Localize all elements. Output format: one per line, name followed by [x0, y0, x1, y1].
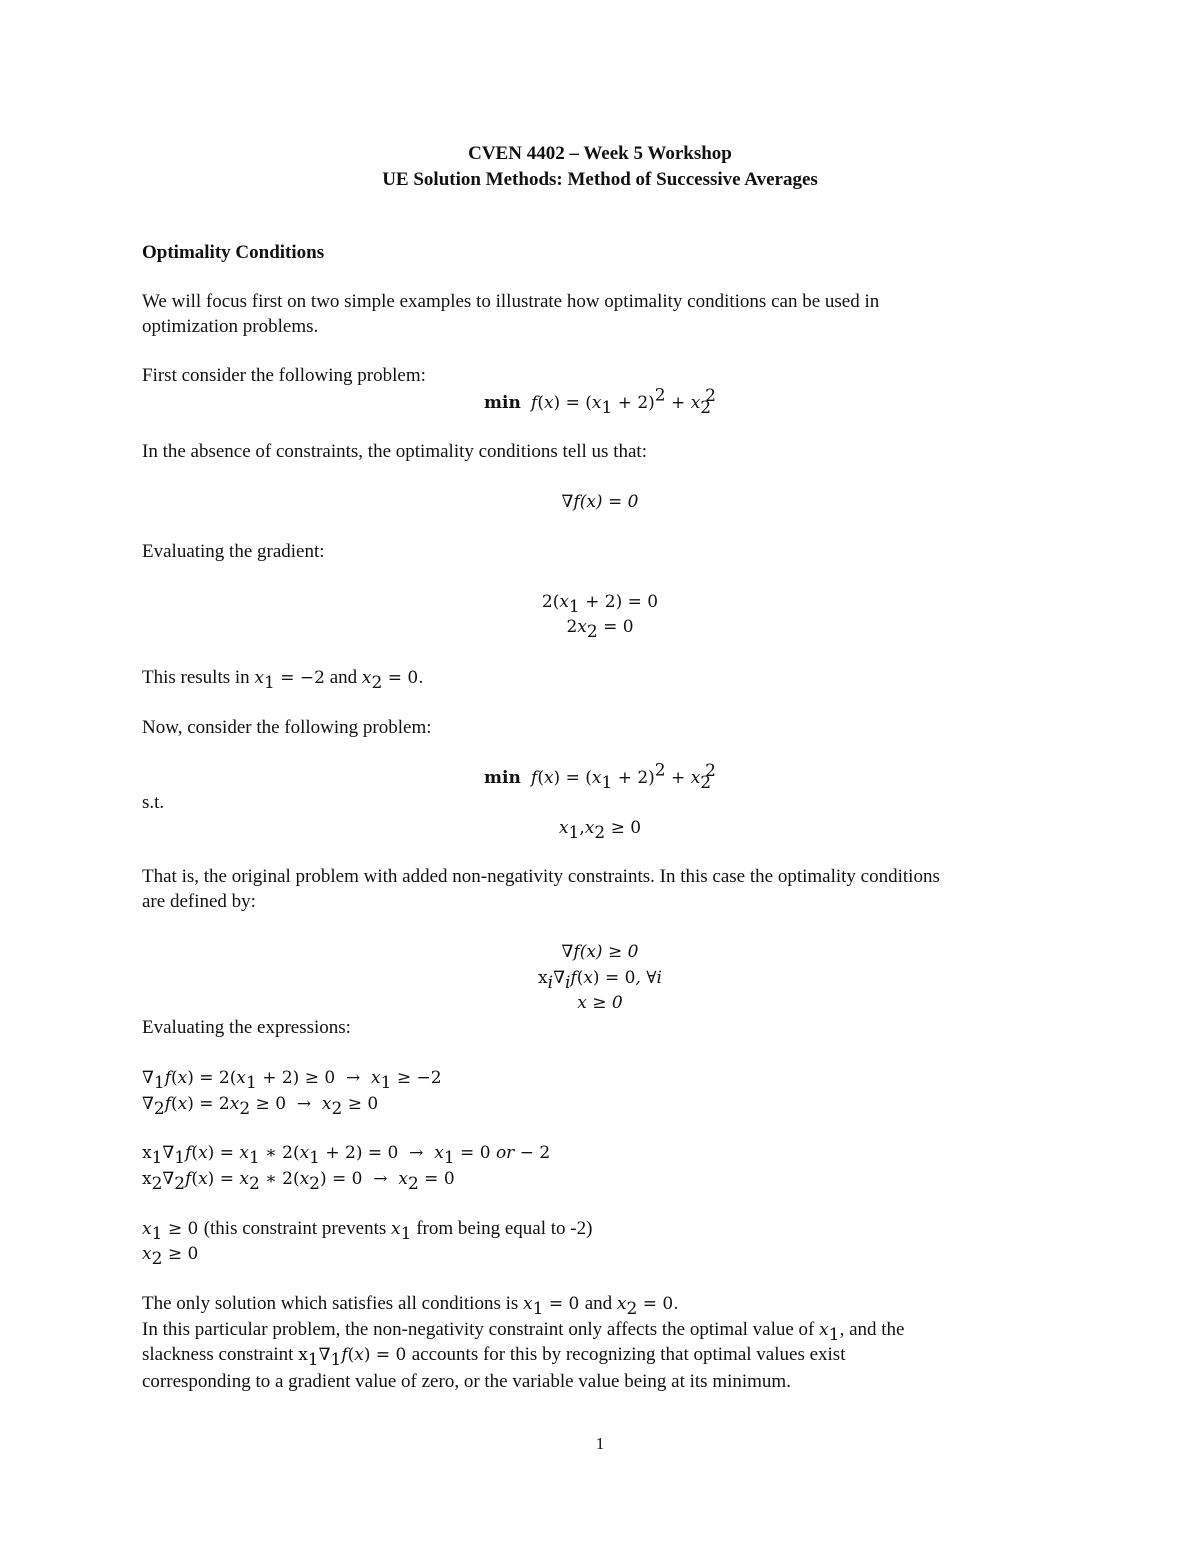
- first-consider-text: First consider the following problem:: [142, 365, 426, 386]
- document-subtitle: UE Solution Methods: Method of Successive Averages: [382, 169, 818, 190]
- eval-gradient-1: $\nabla_1f(x) = 2(x_1 + 2) \ge 0 \to x_1 \ge -2$: [142, 1068, 442, 1093]
- min-operator: min: [484, 393, 521, 413]
- x1-constraint-note: $x_1 \ge 0$ (this constraint prevents $x_1$ from being equal to -2): [142, 1218, 593, 1244]
- gradient-zero-equation: ∇f(x) = 0: [561, 492, 639, 512]
- evaluating-gradient-text: Evaluating the gradient:: [142, 541, 325, 562]
- kkt-slackness-condition: $x_i\nabla_if(x) = 0$, ∀i: [538, 968, 662, 993]
- particular-line-1: In this particular problem, the non-negativity constraint only affects the optimal value of $x_1$, and the: [142, 1319, 905, 1345]
- intro-line-2: optimization problems.: [142, 316, 319, 337]
- now-consider-text: Now, consider the following problem:: [142, 717, 432, 738]
- objective-equation-1: $\min f(x) = (x_1 + 2)^2 + x_2^2$: [484, 385, 716, 418]
- eval-gradient-2: $\nabla_2f(x) = 2x_2 \ge 0 \to x_2 \ge 0$: [142, 1094, 379, 1119]
- particular-line-2: slackness constraint $x_1\nabla_1f(x) = 0$ accounts for this by recognizing that optimal values exist: [142, 1344, 846, 1370]
- x2-constraint: $x_2 \ge 0$: [142, 1244, 199, 1269]
- nonnegativity-constraint: $x_1,x_2 \ge 0$: [558, 818, 642, 843]
- kkt-nonnegativity-condition: x ≥ 0: [577, 993, 623, 1013]
- absence-text: In the absence of constraints, the optimality conditions tell us that:: [142, 441, 647, 462]
- intro-line-1: We will focus first on two simple examples to illustrate how optimality conditions can be used in: [142, 291, 880, 312]
- gradient-equation-2: $2x_2 = 0$: [566, 617, 634, 642]
- document-title: CVEN 4402 – Week 5 Workshop: [468, 143, 732, 164]
- that-is-line-1: That is, the original problem with added non-negativity constraints. In this case the optimality conditions: [142, 866, 940, 887]
- result-line: This results in $x_1 = -2$ and $x_2 = 0$.: [142, 667, 424, 693]
- page-number: 1: [595, 1434, 605, 1453]
- particular-line-3: corresponding to a gradient value of zero, or the variable value being at its minimum.: [142, 1371, 791, 1392]
- subject-to-label: s.t.: [142, 792, 165, 813]
- only-solution-line: The only solution which satisfies all conditions is $x_1 = 0$ and $x_2 = 0$.: [142, 1293, 679, 1319]
- eval-slackness-1: $x_1\nabla_1f(x) = x_1$ ∗ $2(x_1 + 2) = 0 \to x_1 = 0$ or − 2: [142, 1143, 551, 1168]
- objective-equation-2: $\min f(x) = (x_1 + 2)^2 + x_2^2$: [484, 760, 716, 793]
- results-prefix: This results in: [142, 667, 250, 688]
- eval-slackness-2: $x_2\nabla_2f(x) = x_2$ ∗ $2(x_2) = 0 \to x_2 = 0$: [142, 1169, 455, 1194]
- evaluating-expressions-text: Evaluating the expressions:: [142, 1017, 351, 1038]
- section-heading: Optimality Conditions: [142, 242, 325, 263]
- gradient-equation-1: $2(x_1 + 2) = 0$: [541, 592, 659, 617]
- kkt-gradient-condition: ∇f(x) ≥ 0: [561, 942, 639, 962]
- that-is-line-2: are defined by:: [142, 891, 256, 912]
